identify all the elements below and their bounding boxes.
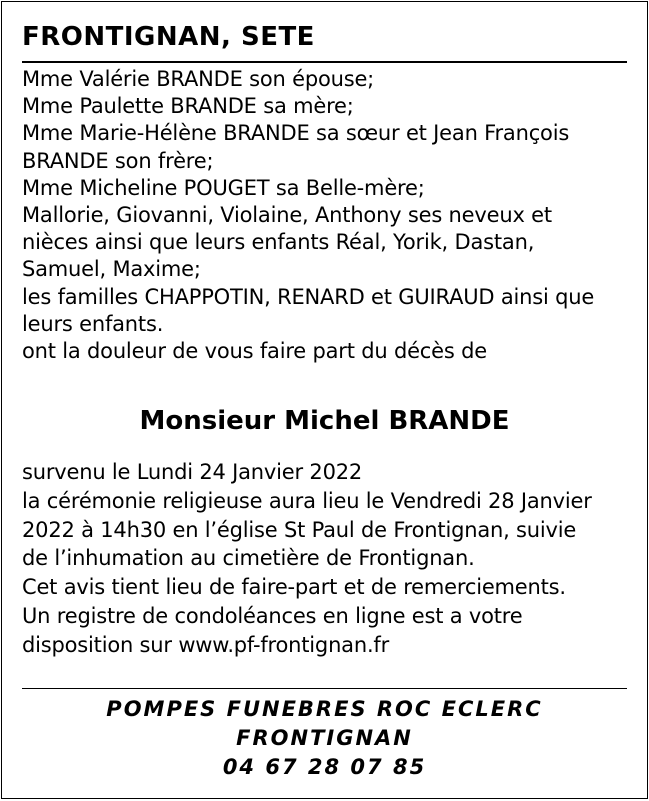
details-line: survenu le Lundi 24 Janvier 2022 (22, 460, 363, 484)
family-line: les familles CHAPPOTIN, RENARD et GUIRAUD ainsi que (22, 284, 595, 309)
details-line: la cérémonie religieuse aura lieu le Vendredi 28 Janvier (22, 488, 592, 513)
details-line: disposition sur www.pf-frontignan.fr (22, 632, 390, 657)
notice-location-title: FRONTIGNAN, SETE (22, 22, 315, 52)
family-line: BRANDE son frère; (22, 148, 214, 173)
funeral-home-name: POMPES FUNEBRES ROC ECLERC (106, 697, 543, 721)
family-line: Mme Marie-Hélène BRANDE sa sœur et Jean François (22, 121, 570, 146)
family-line: leurs enfants. (22, 311, 164, 336)
details-line: Cet avis tient lieu de faire-part et de remerciements. (22, 575, 566, 600)
header-divider (22, 61, 627, 63)
obituary-notice (1, 1, 648, 799)
family-line: Mme Paulette BRANDE sa mère; (22, 94, 354, 119)
family-line: Samuel, Maxime; (22, 257, 201, 282)
footer-divider (22, 688, 627, 689)
ceremony-details (22, 458, 629, 660)
details-line: 2022 à 14h30 en l’église St Paul de Frontignan, suivie (22, 517, 577, 542)
details-line: de l’inhumation au cimetière de Frontignan. (22, 546, 475, 571)
details-line: Un registre de condoléances en ligne est a votre (22, 603, 523, 628)
funeral-home-city: FRONTIGNAN (236, 726, 413, 750)
family-line: ont la douleur de vous faire part du décès de (22, 339, 487, 364)
funeral-home-phone: 04 67 28 07 85 (222, 755, 427, 779)
funeral-home-footer (22, 695, 627, 782)
deceased-name: Monsieur Michel BRANDE (139, 406, 510, 436)
family-line: Mme Micheline POUGET sa Belle-mère; (22, 175, 425, 200)
family-line: Mme Valérie BRANDE son épouse; (22, 67, 375, 91)
family-members-list (22, 66, 629, 365)
family-line: Mallorie, Giovanni, Violaine, Anthony ses neveux et (22, 203, 552, 228)
family-line: nièces ainsi que leurs enfants Réal, Yorik, Dastan, (22, 230, 535, 255)
